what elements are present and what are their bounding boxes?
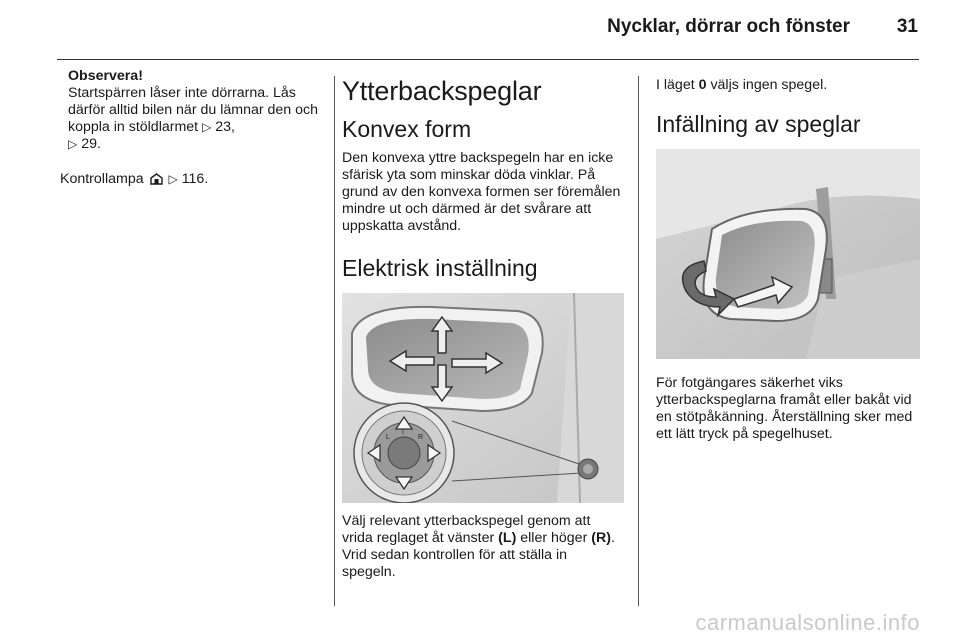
column-3 bbox=[656, 68, 922, 443]
subtitle-folding: Infällning av speglar bbox=[656, 111, 861, 137]
position-zero-line bbox=[656, 77, 922, 94]
electric-paragraph bbox=[342, 513, 624, 581]
alarm-lamp-icon bbox=[150, 173, 163, 190]
page-ref-arrow-icon: ▷ bbox=[202, 120, 212, 134]
knob-label-left: L bbox=[386, 434, 390, 441]
note-body: Startspärren låser inte dörrarna. Lås därför alltid bilen när du lämnar den och koppla in stöldlarmet bbox=[68, 85, 319, 135]
page-number: 31 bbox=[896, 16, 918, 37]
note-text bbox=[68, 85, 328, 153]
indicator-text: Kontrollampa bbox=[60, 171, 144, 187]
note-ref-1: 23, bbox=[215, 119, 235, 135]
subtitle-convex: Konvex form bbox=[342, 116, 472, 142]
electric-right-label: (R) bbox=[591, 530, 611, 546]
subtitle-electric: Elektrisk inställning bbox=[342, 255, 538, 281]
folding-paragraph: För fotgängares säkerhet viks ytterbackspeglarna framåt eller bakåt vid en stötpåkänning. Återställning sker med ett lätt tryck på spegelhuset. bbox=[656, 375, 913, 442]
column-1 bbox=[60, 68, 328, 190]
note-ref-2: 29. bbox=[81, 136, 101, 152]
page-ref-arrow-icon: ▷ bbox=[168, 172, 178, 186]
electric-text-c: eller höger bbox=[520, 530, 588, 546]
column-divider-2 bbox=[638, 76, 639, 606]
zero-text-a: I läget bbox=[656, 77, 695, 93]
header-rule bbox=[57, 59, 919, 60]
zero-label: 0 bbox=[698, 77, 707, 93]
column-2 bbox=[342, 68, 624, 581]
electric-text-a: Välj relevant ytterbackspegel genom att vrida reglaget åt vänster bbox=[342, 513, 591, 546]
note-title: Observera! bbox=[68, 68, 143, 84]
zero-text-c: väljs ingen spegel. bbox=[710, 77, 828, 93]
mirror-fold-figure bbox=[656, 149, 920, 359]
electric-text-e: . Vrid sedan kontrollen för att ställa in spegeln. bbox=[342, 530, 615, 580]
header-title: Nycklar, dörrar och fönster bbox=[607, 16, 850, 37]
section-title: Ytterbackspeglar bbox=[342, 76, 542, 106]
knob-label-mid: I bbox=[402, 429, 404, 436]
convex-paragraph: Den konvexa yttre backspegeln har en icke sfärisk yta som minskar döda vinklar. På grund av den konvexa formen ser föremålen mindre ut och därmed är det svårare att uppskatta avstånd. bbox=[342, 150, 621, 234]
column-divider-1 bbox=[334, 76, 335, 606]
watermark: carmanualsonline.info bbox=[695, 610, 920, 635]
mirror-adjust-figure bbox=[342, 293, 624, 503]
indicator-ref: 116. bbox=[181, 171, 209, 187]
electric-left-label: (L) bbox=[498, 530, 517, 546]
indicator-line bbox=[60, 171, 328, 190]
page-header bbox=[0, 0, 960, 62]
knob-label-right: R bbox=[418, 434, 424, 441]
note-box bbox=[68, 68, 328, 153]
page-ref-arrow-icon: ▷ bbox=[68, 137, 78, 151]
